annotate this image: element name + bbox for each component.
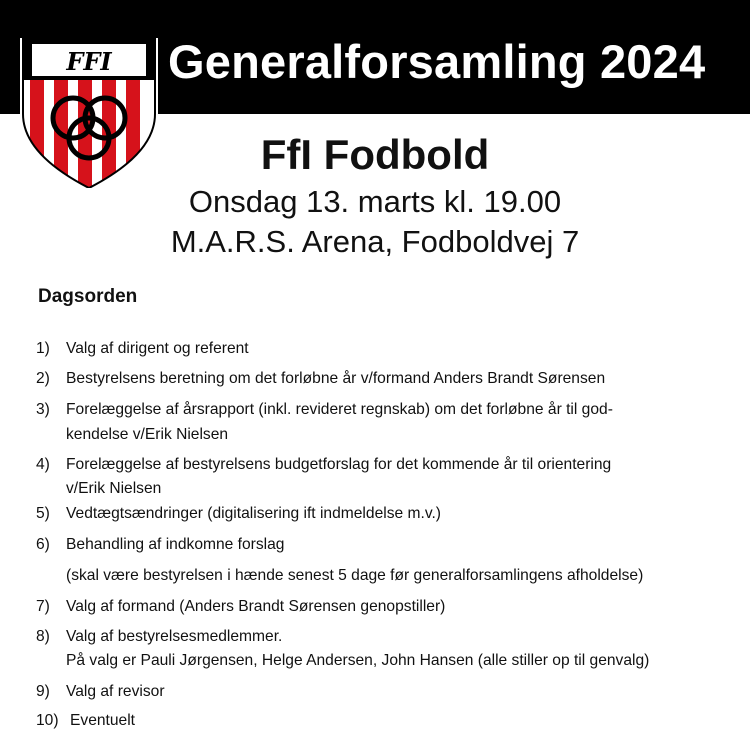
page-title: Generalforsamling 2024 [168, 35, 706, 88]
agenda-item-text: Valg af bestyrelsesmedlemmer. [66, 628, 283, 645]
agenda-item-text: Bestyrelsens beretning om det forløbne år v/formand Anders Brandt Sørensen [66, 370, 606, 387]
agenda-item-number: 8) [36, 628, 50, 645]
agenda-item-number: 5) [36, 505, 50, 522]
agenda-item-number: 7) [36, 598, 50, 615]
agenda-item-text-continued: v/Erik Nielsen [66, 480, 162, 497]
crest-lettering: FFI [66, 47, 112, 76]
agenda-item-text: Valg af dirigent og referent [66, 340, 249, 357]
agenda-item-text-continued: kendelse v/Erik Nielsen [66, 426, 229, 443]
event-date-time: Onsdag 13. marts kl. 19.00 [188, 184, 562, 219]
agenda-item-text: Eventuelt [70, 712, 136, 729]
agenda-item-number: 4) [36, 456, 50, 473]
agenda-item-text-continued: (skal være bestyrelsen i hænde senest 5 dage før generalforsamlingens afholdelse) [66, 567, 644, 584]
agenda-item-text: Forelæggelse af bestyrelsens budgetforslag for det kommende år til orientering [66, 456, 612, 473]
agenda-item-text: Valg af revisor [66, 683, 165, 700]
agenda-item-number: 6) [36, 536, 50, 553]
agenda-item-text: Behandling af indkomne forslag [66, 536, 285, 553]
agenda-item-text: Valg af formand (Anders Brandt Sørensen genopstiller) [66, 598, 446, 615]
agenda-item-number: 10) [36, 712, 59, 729]
agenda-item-number: 2) [36, 370, 50, 387]
agenda-item-text: Forelæggelse af årsrapport (inkl. revideret regnskab) om det forløbne år til god- [66, 401, 613, 418]
agenda-item-text: Vedtægtsændringer (digitalisering ift indmeldelse m.v.) [66, 505, 441, 522]
event-venue: M.A.R.S. Arena, Fodboldvej 7 [170, 224, 580, 259]
agenda-item-text-continued: På valg er Pauli Jørgensen, Helge Andersen, John Hansen (alle stiller op til genvalg) [66, 652, 650, 669]
agenda-item-number: 3) [36, 401, 50, 418]
agenda-item-number: 9) [36, 683, 50, 700]
club-name: FfI Fodbold [260, 131, 490, 178]
agenda-item-number: 1) [36, 340, 50, 357]
agenda-heading: Dagsorden [38, 286, 138, 307]
